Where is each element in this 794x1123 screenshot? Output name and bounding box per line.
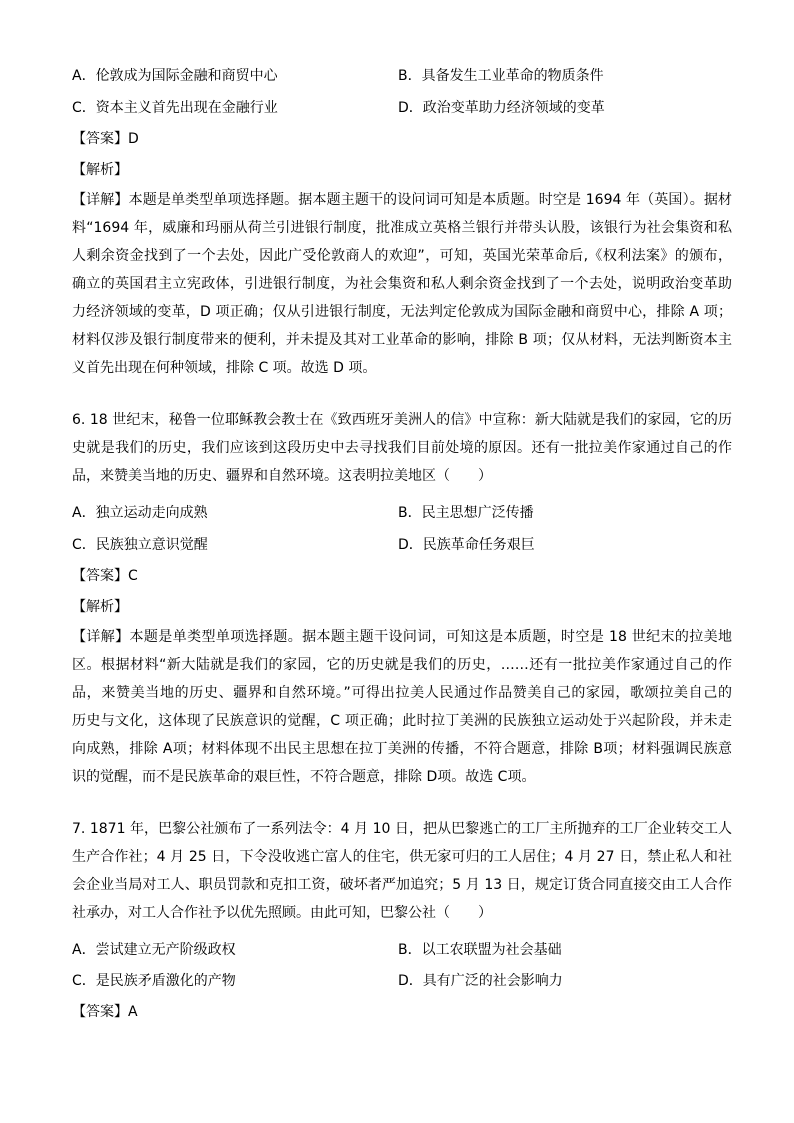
- q5-detail-line: 料“1694 年，威廉和玛丽从荷兰引进银行制度，批准成立英格兰银行并带头认股，该银行为社会集资和私: [72, 220, 732, 236]
- q6-option-d: D．民族革命任务艰巨: [398, 537, 535, 553]
- q6-detail-line: 向成熟，排除 A项；材料体现不出民主思想在拉丁美洲的传播，不符合题意，排除 B项；材料强调民族意: [72, 741, 732, 757]
- q6-stem-line: 6. 18 世纪末，秘鲁一位耶稣教会教士在《致西班牙美洲人的信》中宣称：新大陆就是我们的家园，它的历: [72, 412, 732, 428]
- q5-detail-line: 【详解】本题是单类型单项选择题。据本题主题干的设问词可知是本质题。时空是 1694 年（英国）。据材: [72, 192, 732, 208]
- q7-stem-line: 生产合作社；4 月 25 日，下令没收逃亡富人的住宅，供无家可归的工人居住；4 月 27 日，禁止私人和社: [72, 849, 732, 865]
- q5-detail-line: 力经济领域的变革，D 项正确；仅从引进银行制度，无法判定伦敦成为国际金融和商贸中心，排除 A 项；: [72, 304, 732, 320]
- q7-stem-line: 会企业当局对工人、职员罚款和克扣工资，破坏者严加追究；5 月 13 日，规定订货合同直接交由工人合作: [72, 877, 732, 893]
- q6-stem-line: 史就是我们的历史，我们应该到这段历史中去寻找我们目前处境的原因。还有一批拉美作家通过自己的作: [72, 440, 732, 456]
- q5-option-b: B．具备发生工业革命的物质条件: [398, 68, 604, 84]
- q6-option-c: C．民族独立意识觉醒: [72, 537, 208, 553]
- q6-answer: 【答案】C: [72, 568, 138, 584]
- q5-detail-line: 人剩余资金找到了一个去处，因此广受伦敦商人的欢迎”，可知，英国光荣革命后,《权利法案》的颁布，: [72, 248, 732, 264]
- q6-detail: [72, 623, 732, 791]
- q5-answer: 【答案】D: [72, 131, 139, 147]
- q5-detail-line: 材料仅涉及银行制度带来的便利，并未提及其对工业革命的影响，排除 B 项；仅从材料，无法判断资本主: [72, 332, 732, 348]
- q5-option-d: D．政治变革助力经济领域的变革: [398, 100, 605, 116]
- q6-stem: [72, 406, 732, 490]
- q7-stem-line: 社承办，对工人合作社予以优先照顾。由此可知，巴黎公社（ ）: [72, 905, 492, 921]
- q6-detail-line: 【详解】本题是单类型单项选择题。据本题主题干设问词，可知这是本质题，时空是 18 世纪末的拉美地: [72, 629, 732, 645]
- q5-option-a: A．伦敦成为国际金融和商贸中心: [72, 68, 278, 84]
- q6-analysis-heading: 【解析】: [72, 599, 128, 615]
- q7-option-a: A．尝试建立无产阶级政权: [72, 942, 236, 958]
- q6-stem-line: 品，来赞美当地的历史、疆界和自然环境。这表明拉美地区（ ）: [72, 468, 492, 484]
- q6-detail-line: 区。根据材料“新大陆就是我们的家园，它的历史就是我们的历史，……还有一批拉美作家通过自己的作: [72, 657, 732, 673]
- q6-detail-line: 品，来赞美当地的历史、疆界和自然环境。”可得出拉美人民通过作品赞美自己的家园，歌颂拉美自己的: [72, 685, 732, 701]
- q6-option-a: A．独立运动走向成熟: [72, 505, 208, 521]
- q5-detail-line: 义首先出现在何种领域，排除 C 项。故选 D 项。: [72, 360, 377, 376]
- q5-detail: [72, 186, 732, 382]
- q5-option-c: C．资本主义首先出现在金融行业: [72, 100, 278, 116]
- q7-stem: [72, 815, 732, 927]
- q6-detail-line: 识的觉醒，而不是民族革命的艰巨性，不符合题意，排除 D项。故选 C项。: [72, 769, 536, 785]
- q5-detail-line: 确立的英国君主立宪政体，引进银行制度，为社会集资和私人剩余资金找到了一个去处，说明政治变革助: [72, 276, 732, 292]
- q6-detail-line: 历史与文化，这体现了民族意识的觉醒，C 项正确；此时拉丁美洲的民族独立运动处于兴起阶段，并未走: [72, 713, 732, 729]
- q7-answer: 【答案】A: [72, 1004, 138, 1020]
- q7-option-d: D．具有广泛的社会影响力: [398, 973, 563, 989]
- q7-option-b: B．以工农联盟为社会基础: [398, 942, 562, 958]
- q7-stem-line: 7. 1871 年，巴黎公社颁布了一系列法令：4 月 10 日，把从巴黎逃亡的工厂主所抛弃的工厂企业转交工人: [72, 821, 732, 837]
- q5-analysis-heading: 【解析】: [72, 162, 128, 178]
- q7-option-c: C．是民族矛盾激化的产物: [72, 973, 236, 989]
- q6-option-b: B．民主思想广泛传播: [398, 505, 534, 521]
